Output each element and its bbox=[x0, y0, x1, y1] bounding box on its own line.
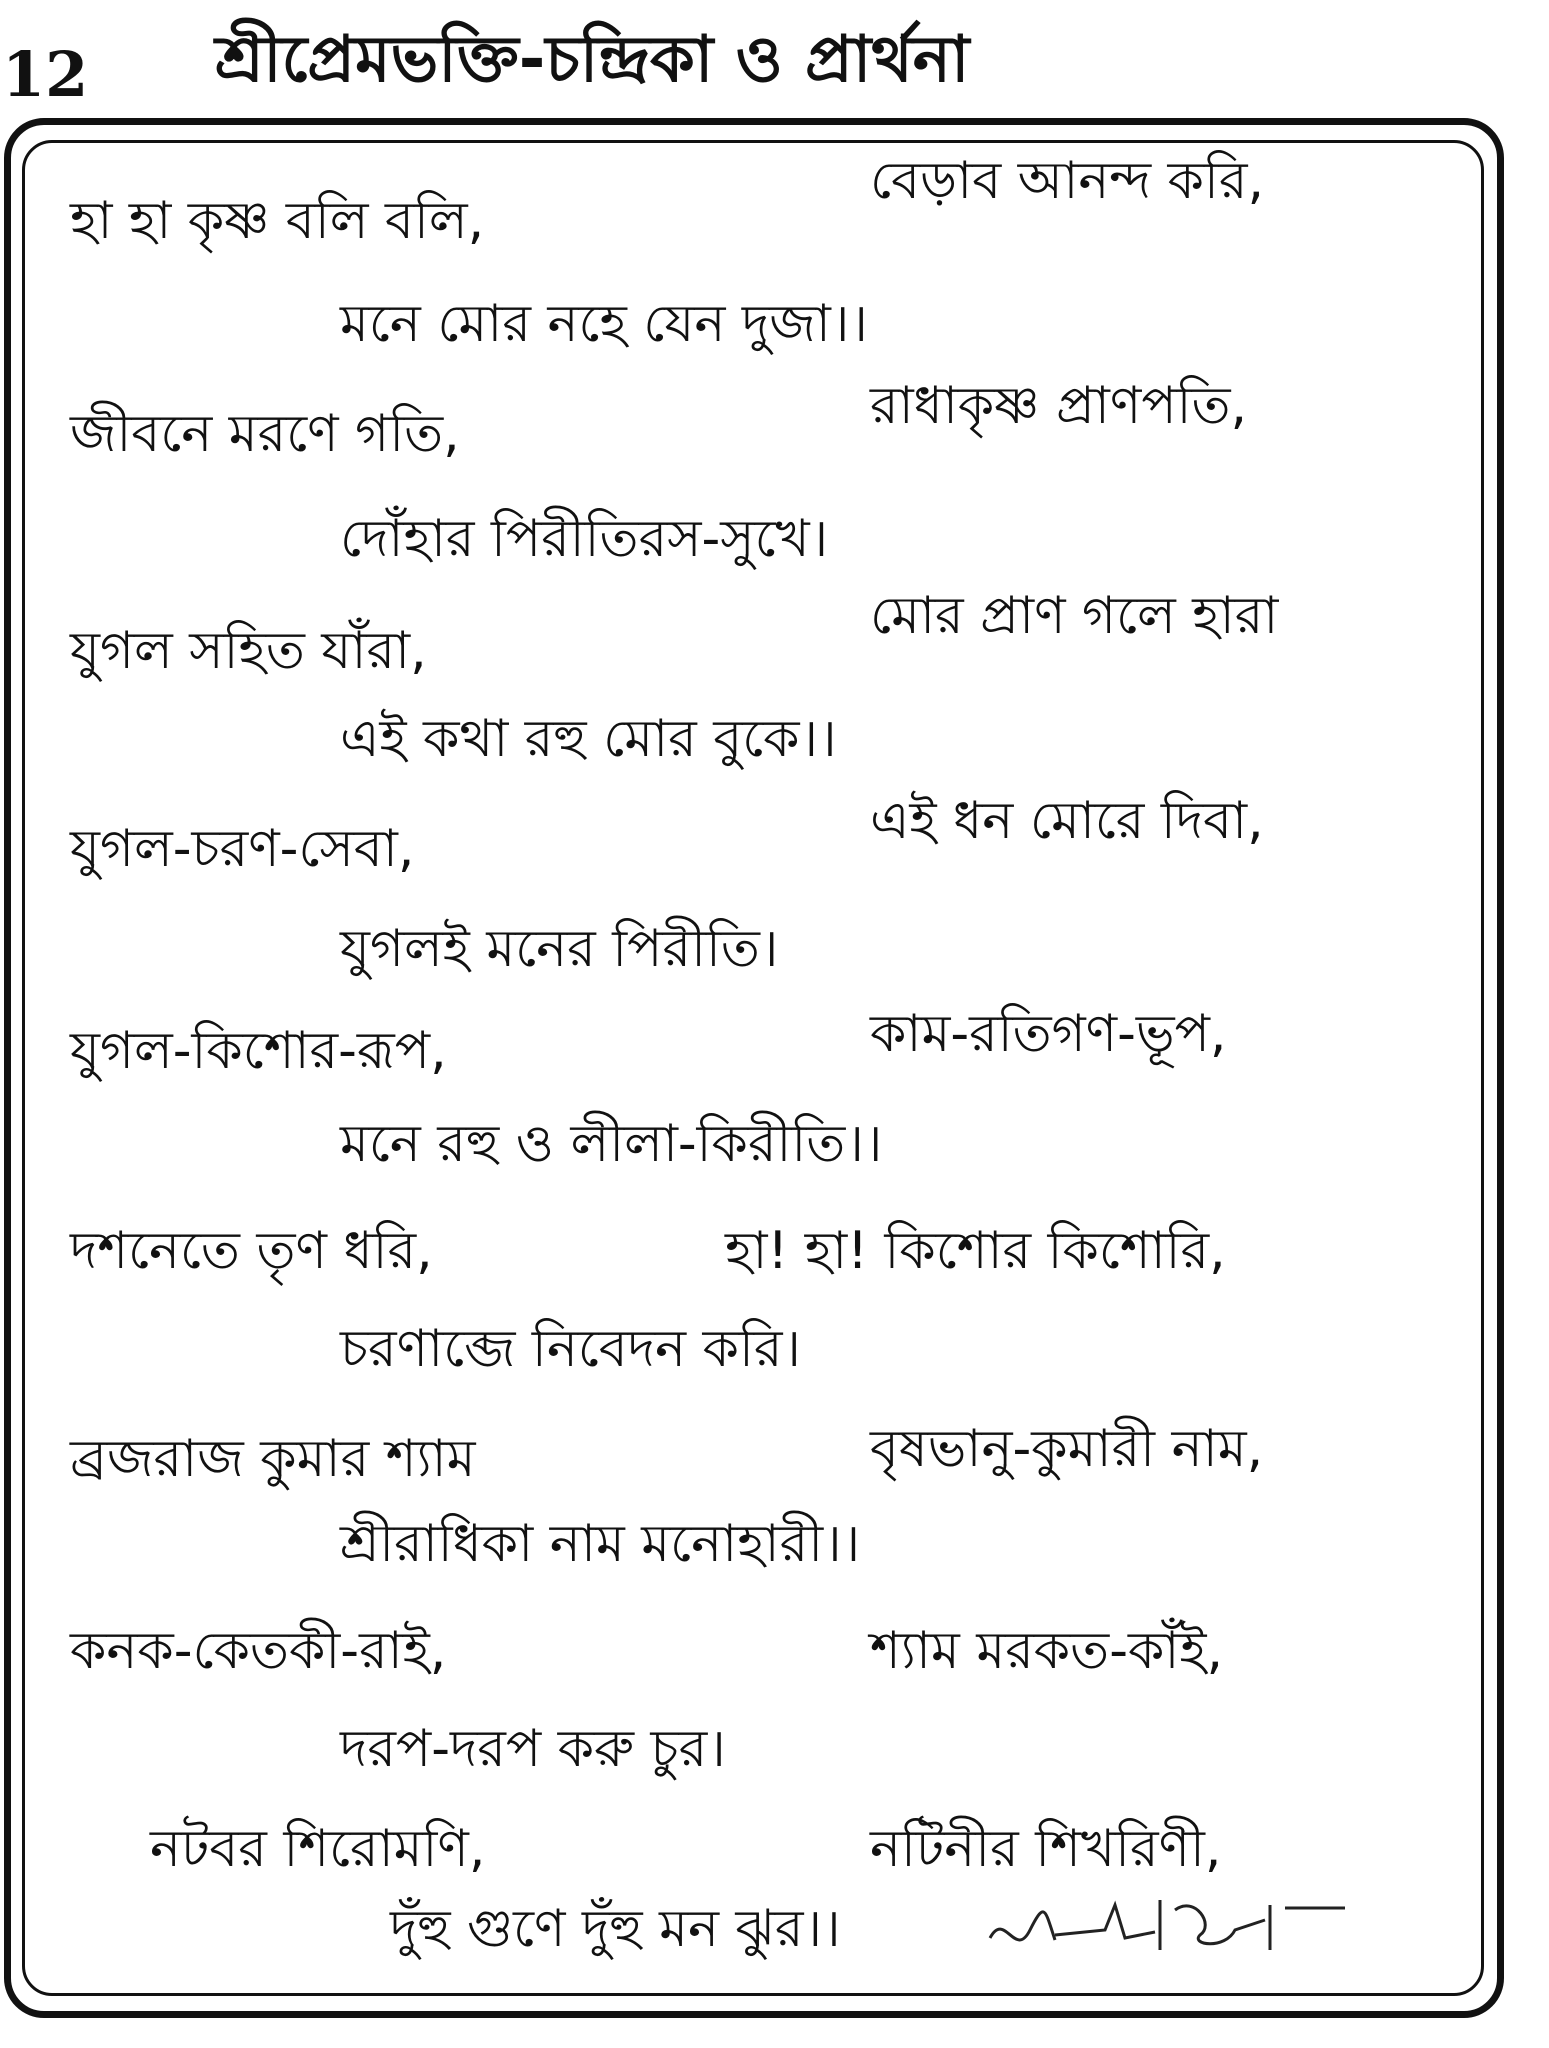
stanza-2-refrain: দোঁহার পিরীতিরস-সুখে। bbox=[340, 509, 829, 569]
stanza-5-left: যুগল-কিশোর-রূপ, bbox=[70, 1021, 447, 1081]
stanza-2-right: রাধাকৃষ্ণ প্রাণপতি, bbox=[870, 376, 1248, 436]
stanza-5-refrain: মনে রহু ও লীলা-কিরীতি।। bbox=[340, 1114, 883, 1174]
stanza-8-left: কনক-কেতকী-রাই, bbox=[70, 1621, 447, 1681]
page-number: 12 bbox=[2, 38, 89, 111]
stanza-9-right: নটিনীর শিখরিণী, bbox=[870, 1819, 1222, 1879]
stanza-6-refrain: চরণাব্জে নিবেদন করি। bbox=[340, 1319, 802, 1379]
stanza-1-right: বেড়াব আনন্দ করি, bbox=[870, 151, 1265, 211]
stanza-3-left: যুগল সহিত যাঁরা, bbox=[70, 621, 427, 681]
stanza-6-left: দশনেতে তৃণ ধরি, bbox=[70, 1221, 433, 1281]
stanza-8-refrain: দরপ-দরপ করু চুর। bbox=[340, 1719, 726, 1779]
stanza-1-refrain: মনে মোর নহে যেন দুজা।। bbox=[340, 294, 869, 354]
stanza-9-refrain: দুঁহু গুণে দুঁহু মন ঝুর।। bbox=[390, 1899, 841, 1959]
stanza-7-refrain: শ্রীরাধিকা নাম মনোহারী।। bbox=[340, 1514, 861, 1574]
stanza-9-left: নটবর শিরোমণি, bbox=[150, 1819, 486, 1879]
stanza-5-right: কাম-রতিগণ-ভূপ, bbox=[870, 1004, 1227, 1064]
stanza-3-refrain: এই কথা রহু মোর বুকে।। bbox=[340, 709, 837, 769]
stanza-2-left: জীবনে মরণে গতি, bbox=[70, 404, 460, 464]
stanza-4-right: এই ধন মোরে দিবা, bbox=[870, 791, 1264, 851]
stanza-8-right: শ্যাম মরকত-কাঁই, bbox=[870, 1621, 1224, 1681]
page-header: শ্রীপ্রেমভক্তি-চন্দ্রিকা ও প্রার্থনা bbox=[215, 23, 970, 97]
stanza-4-left: যুগল-চরণ-সেবা, bbox=[70, 819, 415, 879]
stanza-7-left: ব্রজরাজ কুমার শ্যাম bbox=[70, 1429, 476, 1489]
stanza-3-right: মোর প্রাণ গলে হারা bbox=[870, 586, 1279, 646]
stanza-4-refrain: যুগলই মনের পিরীতি। bbox=[340, 919, 779, 979]
stanza-1-left: হা হা কৃষ্ণ বলি বলি, bbox=[70, 191, 485, 251]
stanza-6-right: হা! হা! কিশোর কিশোরি, bbox=[725, 1221, 1226, 1281]
stanza-7-right: বৃষভানু-কুমারী নাম, bbox=[870, 1419, 1264, 1479]
handwritten-signature bbox=[985, 1890, 1365, 1970]
